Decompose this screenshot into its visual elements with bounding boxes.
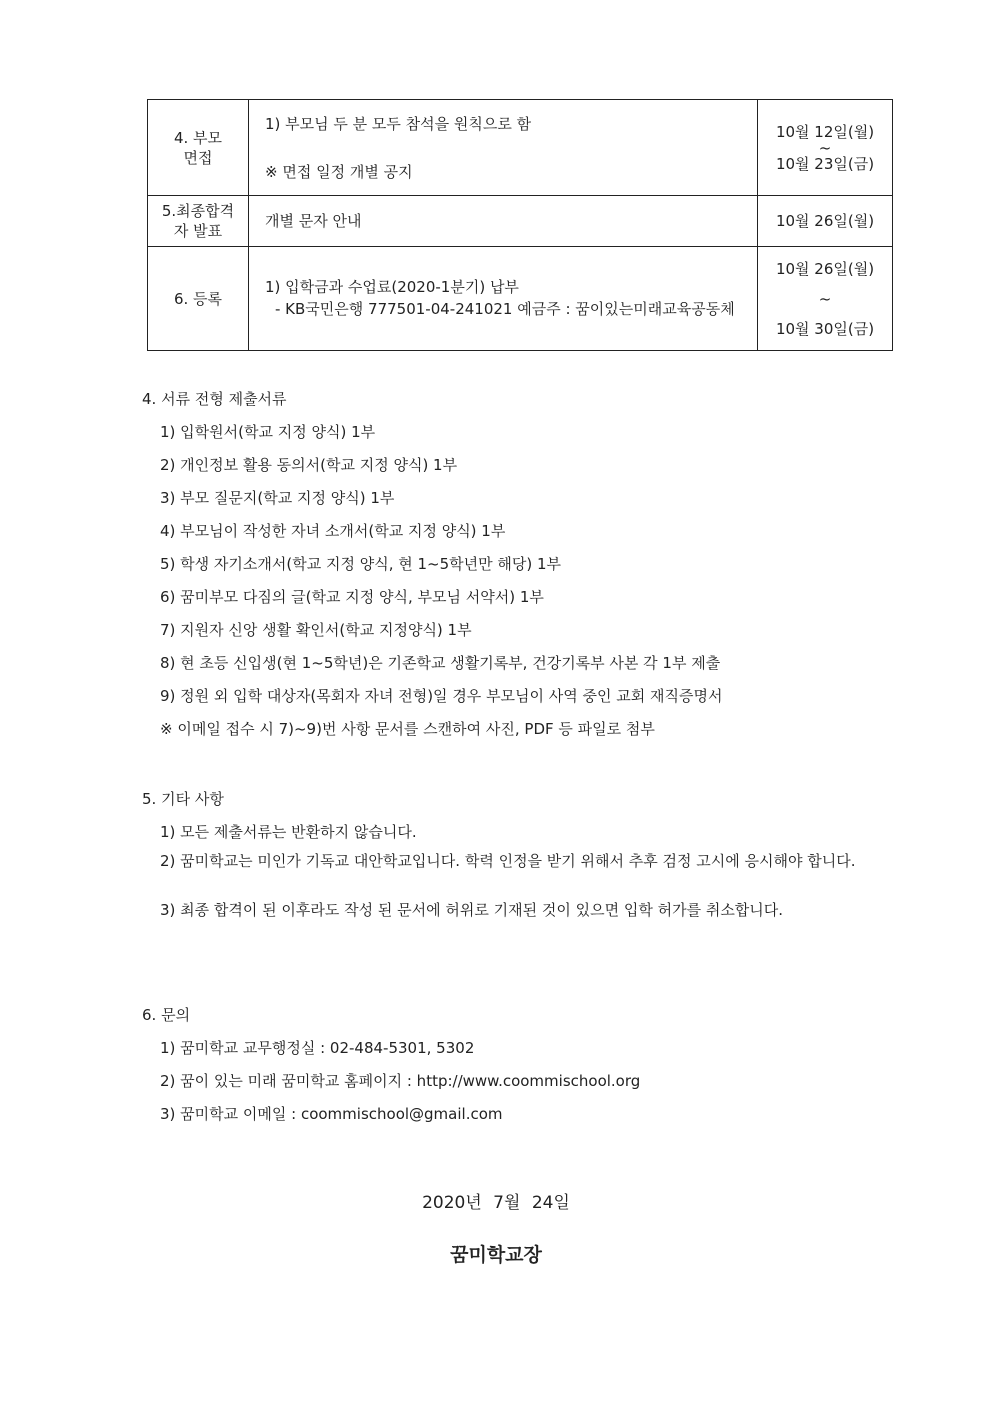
date-range-tilde: ~ [818, 138, 832, 157]
list-item: 2) 꿈이 있는 미래 꿈미학교 홈페이지 : http://www.coommischool.org [160, 1072, 641, 1090]
list-item: 3) 최종 합격이 된 이후라도 작성 된 문서에 허위로 기재된 것이 있으면 입학 허가를 취소합니다. [160, 901, 784, 919]
list-item: 1) 입학원서(학교 지정 양식) 1부 [160, 423, 376, 441]
section-title: 4. 서류 전형 제출서류 [142, 390, 287, 408]
table-row [148, 196, 893, 247]
signature: 꿈미학교장 [450, 1244, 542, 1266]
date-cell [758, 100, 893, 196]
category-cell [148, 247, 249, 351]
section-documents [142, 389, 862, 739]
date-end: 10월 23일(금) [775, 154, 875, 173]
description-text: 1) 입학금과 수업료(2020-1분기) 납부 [265, 277, 519, 296]
category-label: 6. 등록 [173, 289, 223, 308]
list-item: 1) 꿈미학교 교무행정실 : 02-484-5301, 5302 [160, 1039, 475, 1057]
category-label: 5.최종합격 [161, 202, 235, 220]
document-date: 2020년 7월 24일 [422, 1193, 570, 1213]
description-text: 1) 부모님 두 분 모두 참석을 원칙으로 함 [265, 114, 532, 133]
list-item: 4) 부모님이 작성한 자녀 소개서(학교 지정 양식) 1부 [160, 522, 506, 540]
list-item: 1) 모든 제출서류는 반환하지 않습니다. [160, 823, 417, 841]
category-label: 4. 부모 [173, 128, 223, 147]
date-range-tilde: ~ [818, 289, 832, 308]
date-cell [758, 247, 893, 351]
list-item: 2) 개인정보 활용 동의서(학교 지정 양식) 1부 [160, 456, 458, 474]
section-other [142, 789, 862, 920]
schedule-table [147, 99, 893, 351]
list-item: 3) 부모 질문지(학교 지정 양식) 1부 [160, 489, 395, 507]
date-start: 10월 26일(월) [775, 259, 875, 278]
description-note: ※ 면접 일정 개별 공지 [265, 162, 413, 181]
date-end: 10월 30일(금) [775, 319, 875, 338]
table-row [148, 247, 893, 351]
category-cell [148, 196, 249, 247]
list-item: 3) 꿈미학교 이메일 : coommischool@gmail.com [160, 1105, 503, 1123]
date-start: 10월 12일(월) [775, 122, 875, 141]
section-contact [142, 1005, 862, 1124]
list-item: 2) 꿈미학교는 미인가 기독교 대안학교입니다. 학력 인정을 받기 위해서 추후 검정 고시에 응시해야 합니다. [160, 852, 856, 870]
note-item: ※ 이메일 접수 시 7)~9)번 사항 문서를 스캔하여 사진, PDF 등 파일로 첨부 [160, 720, 655, 738]
list-item: 6) 꿈미부모 다짐의 글(학교 지정 양식, 부모님 서약서) 1부 [160, 588, 544, 606]
description-text: 개별 문자 안내 [265, 212, 362, 230]
category-cell [148, 100, 249, 196]
description-cell [249, 247, 758, 351]
table-row [148, 100, 893, 196]
list-item: 5) 학생 자기소개서(학교 지정 양식, 현 1~5학년만 해당) 1부 [160, 555, 562, 573]
category-label: 자 발표 [173, 222, 223, 240]
bank-account-text: - KB국민은행 777501-04-241021 예금주 : 꿈이있는미래교육공동체 [275, 299, 735, 318]
description-cell [249, 196, 758, 247]
category-label: 면접 [183, 148, 213, 167]
section-title: 6. 문의 [142, 1006, 191, 1024]
date-cell [758, 196, 893, 247]
description-cell [249, 100, 758, 196]
list-item: 7) 지원자 신앙 생활 확인서(학교 지정양식) 1부 [160, 621, 472, 639]
date-value: 10월 26일(월) [775, 212, 875, 230]
section-title: 5. 기타 사항 [142, 790, 224, 808]
list-item: 9) 정원 외 입학 대상자(목회자 자녀 전형)일 경우 부모님이 사역 중인 교회 재직증명서 [160, 687, 723, 705]
list-item: 8) 현 초등 신입생(현 1~5학년)은 기존학교 생활기록부, 건강기록부 사본 각 1부 제출 [160, 654, 721, 672]
